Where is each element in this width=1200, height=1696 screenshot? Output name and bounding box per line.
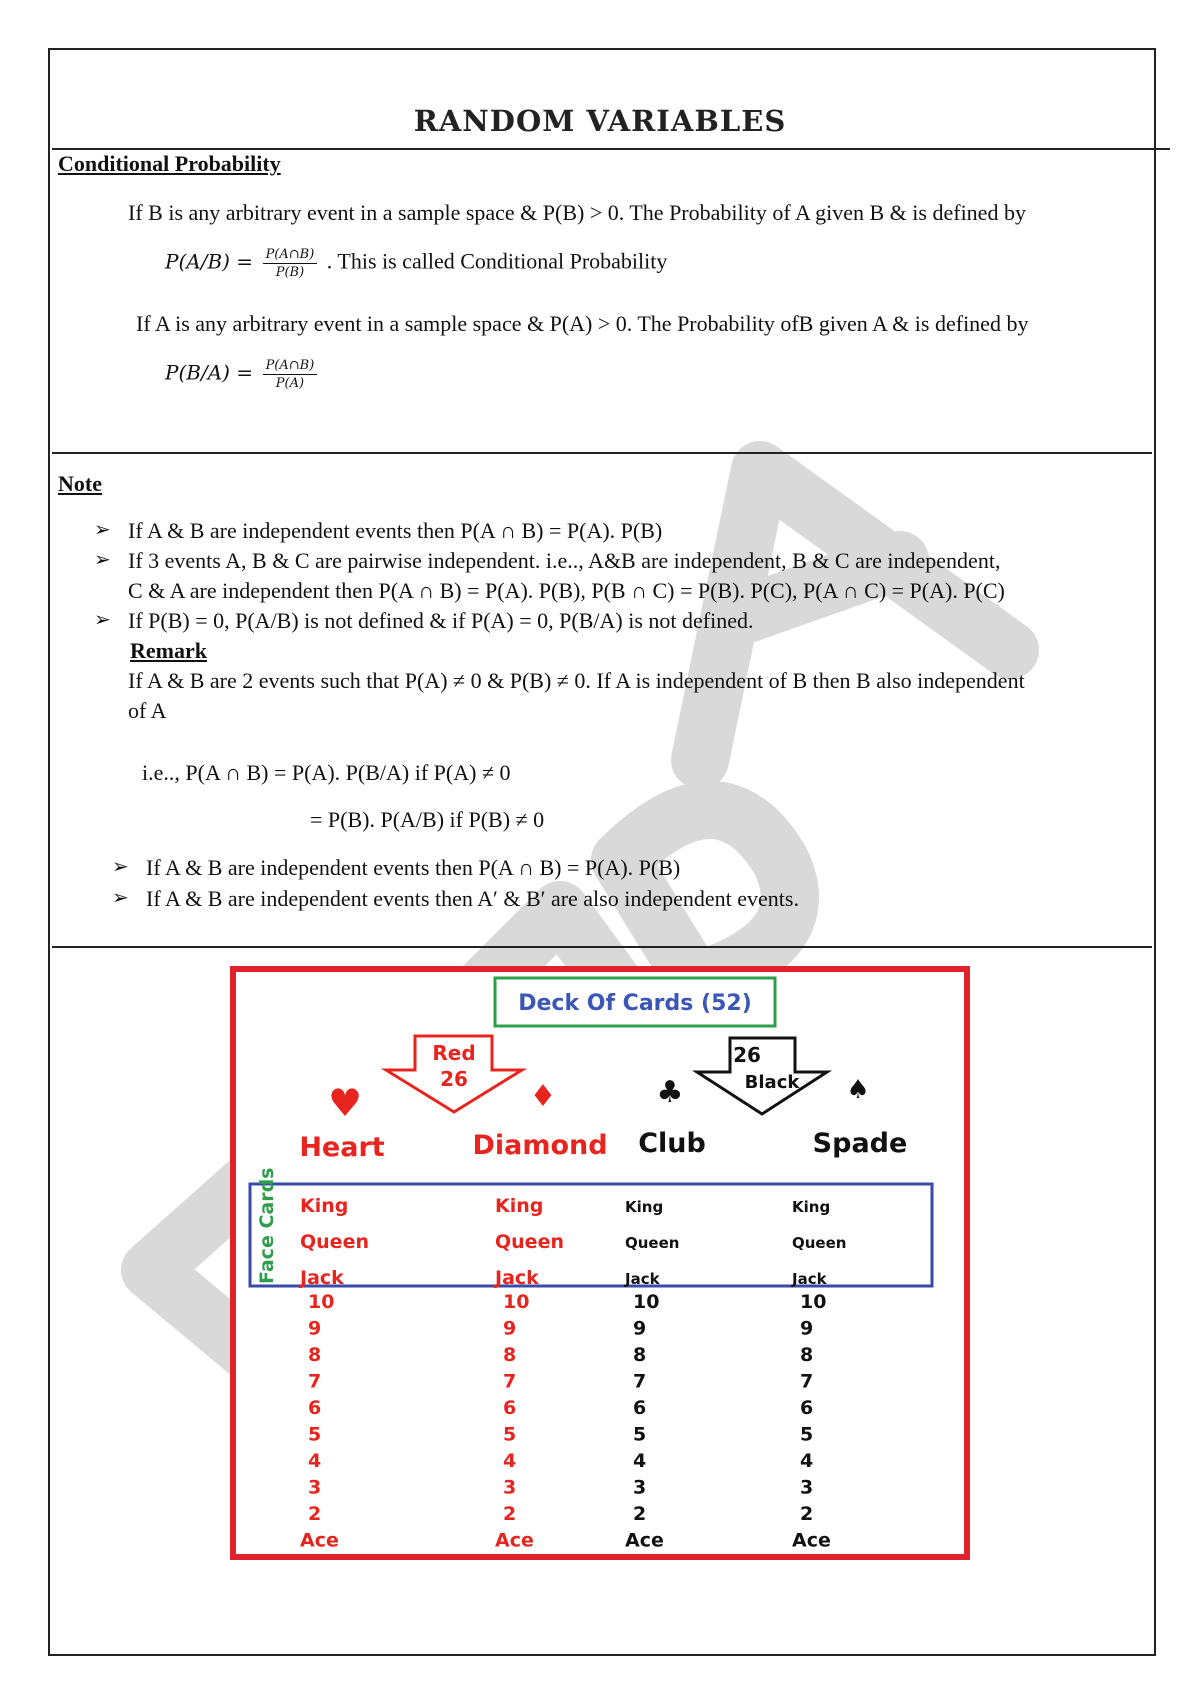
card-rank-club: 10 <box>633 1291 660 1313</box>
card-rank-club: 6 <box>633 1397 647 1419</box>
formula-2-fraction <box>263 358 318 391</box>
card-rank-diamond: Ace <box>495 1529 534 1552</box>
conditional-probability-heading: Conditional Probability <box>58 151 281 176</box>
card-rank-club: 5 <box>633 1423 647 1446</box>
bullet-marker: ➢ <box>112 854 129 878</box>
card-rank-diamond: King <box>495 1195 544 1217</box>
suit-diamond-label: Diamond <box>472 1130 608 1161</box>
deck-border <box>233 969 967 1557</box>
card-rank-diamond: 7 <box>503 1370 517 1393</box>
card-rank-diamond: 2 <box>503 1503 517 1525</box>
card-rank-heart: 9 <box>308 1317 322 1340</box>
card-rank-spade: 5 <box>800 1423 814 1446</box>
card-rank-heart: 6 <box>308 1397 322 1419</box>
formula-2-lhs: P(B/A) = <box>165 360 254 385</box>
red-count: 26 <box>440 1067 468 1091</box>
card-rank-spade: King <box>792 1198 831 1216</box>
formula-1-denominator: P(B) <box>275 265 305 280</box>
card-rank-club: 2 <box>633 1503 647 1525</box>
card-rank-spade: Queen <box>792 1234 847 1252</box>
card-rank-heart: Queen <box>300 1231 369 1253</box>
remark-line-2: of A <box>128 698 167 723</box>
formula-1-lhs: P(A/B) = <box>165 249 254 274</box>
card-rank-diamond: 6 <box>503 1397 517 1419</box>
bullet-marker: ➢ <box>94 517 111 541</box>
card-rank-spade: 2 <box>800 1503 814 1525</box>
definition-line-2: If A is any arbitrary event in a sample space & P(A) > 0. The Probability ofB given A & is defined by <box>136 311 1029 336</box>
card-rank-heart: 8 <box>308 1344 322 1366</box>
note-bullet-3: If P(B) = 0, P(A/B) is not defined & if P(A) = 0, P(B/A) is not defined. <box>128 608 754 633</box>
card-rank-diamond: Queen <box>495 1231 564 1253</box>
ie-line-2: = P(B). P(A/B) if P(B) ≠ 0 <box>310 807 545 832</box>
card-rank-spade: Jack <box>792 1270 827 1288</box>
card-rank-club: King <box>625 1198 664 1216</box>
card-rank-diamond: 8 <box>503 1344 517 1366</box>
card-rank-diamond: Jack <box>495 1267 539 1289</box>
card-rank-club: 7 <box>633 1370 647 1393</box>
card-rank-spade: Ace <box>792 1529 831 1552</box>
card-rank-spade: 9 <box>800 1317 814 1340</box>
note-bullet-4: If A & B are independent events then P(A ∩ B) = P(A). P(B) <box>146 855 681 880</box>
formula-1 <box>165 247 667 280</box>
note-bullet-2b: C & A are independent then P(A ∩ B) = P(A). P(B), P(B ∩ C) = P(B). P(C), P(A ∩ C) = P(A). P(C) <box>128 578 1005 603</box>
card-rank-diamond: 9 <box>503 1317 517 1340</box>
definition-line-1: If B is any arbitrary event in a sample space & P(B) > 0. The Probability of A given B & is defined by <box>128 200 1026 225</box>
card-rank-heart: King <box>300 1195 349 1217</box>
heart-icon: ♥ <box>327 1081 363 1125</box>
card-rank-diamond: 4 <box>503 1450 517 1472</box>
formula-1-caption: . This is called Conditional Probability <box>326 248 668 274</box>
formula-2-denominator: P(A) <box>275 376 305 391</box>
remark-line-1: If A & B are 2 events such that P(A) ≠ 0 & P(B) ≠ 0. If A is independent of B then B also independent <box>128 668 1025 693</box>
section-divider-1 <box>52 452 1152 454</box>
suit-heart-label: Heart <box>299 1132 385 1163</box>
card-rank-spade: 10 <box>800 1291 827 1313</box>
card-rank-club: 8 <box>633 1344 647 1366</box>
section-divider-2 <box>52 946 1152 948</box>
card-rank-heart: 7 <box>308 1370 322 1393</box>
card-rank-heart: 3 <box>308 1476 322 1499</box>
page-title: RANDOM VARIABLES <box>413 104 787 138</box>
card-rank-heart: 5 <box>308 1423 322 1446</box>
card-rank-spade: 4 <box>800 1450 814 1472</box>
card-rank-diamond: 3 <box>503 1476 517 1499</box>
suit-club-label: Club <box>638 1128 706 1159</box>
card-rank-heart: Ace <box>300 1529 339 1552</box>
card-rank-heart: Jack <box>300 1267 344 1289</box>
face-cards-label: Face Cards <box>256 1167 278 1284</box>
card-rank-spade: 6 <box>800 1397 814 1419</box>
card-rank-club: Jack <box>625 1270 660 1288</box>
bullet-marker: ➢ <box>94 607 111 631</box>
formula-1-numerator: P(A∩B) <box>263 247 318 264</box>
card-rank-spade: 8 <box>800 1344 814 1366</box>
black-count: 26 <box>733 1043 761 1067</box>
card-rank-diamond: 10 <box>503 1291 530 1313</box>
card-rank-club: 3 <box>633 1476 647 1499</box>
formula-1-fraction <box>263 247 318 280</box>
note-bullet-1: If A & B are independent events then P(A ∩ B) = P(A). P(B) <box>128 518 663 543</box>
red-label: Red <box>432 1041 476 1065</box>
note-bullet-2a: If 3 events A, B & C are pairwise independent. i.e.., A&B are independent, B & C are independent, <box>128 548 1001 573</box>
remark-heading: Remark <box>130 638 207 663</box>
card-rank-heart: 4 <box>308 1450 322 1472</box>
card-rank-heart: 10 <box>308 1291 335 1313</box>
card-rank-club: 4 <box>633 1450 647 1472</box>
card-rank-diamond: 5 <box>503 1423 517 1446</box>
deck-of-cards-illustration <box>230 966 970 1560</box>
card-rank-club: Queen <box>625 1234 680 1252</box>
title-divider <box>52 148 1170 150</box>
card-rank-heart: 2 <box>308 1503 322 1525</box>
formula-2 <box>165 358 321 391</box>
card-rank-spade: 3 <box>800 1476 814 1499</box>
note-heading: Note <box>58 471 102 496</box>
deck-title: Deck Of Cards (52) <box>518 991 752 1016</box>
bullet-marker: ➢ <box>94 547 111 571</box>
suit-spade-label: Spade <box>812 1128 908 1159</box>
bullet-marker: ➢ <box>112 885 129 909</box>
card-rank-club: 9 <box>633 1317 647 1340</box>
formula-2-numerator: P(A∩B) <box>263 358 318 375</box>
club-icon: ♣ <box>656 1075 684 1110</box>
spade-icon: ♠ <box>846 1075 870 1105</box>
diamond-icon: ♦ <box>529 1079 557 1114</box>
card-rank-spade: 7 <box>800 1370 814 1393</box>
black-label: Black <box>744 1072 800 1093</box>
note-bullet-5: If A & B are independent events then A′ & B′ are also independent events. <box>146 886 799 911</box>
ie-line-1: i.e.., P(A ∩ B) = P(A). P(B/A) if P(A) ≠ 0 <box>142 760 511 785</box>
card-rank-club: Ace <box>625 1529 664 1552</box>
